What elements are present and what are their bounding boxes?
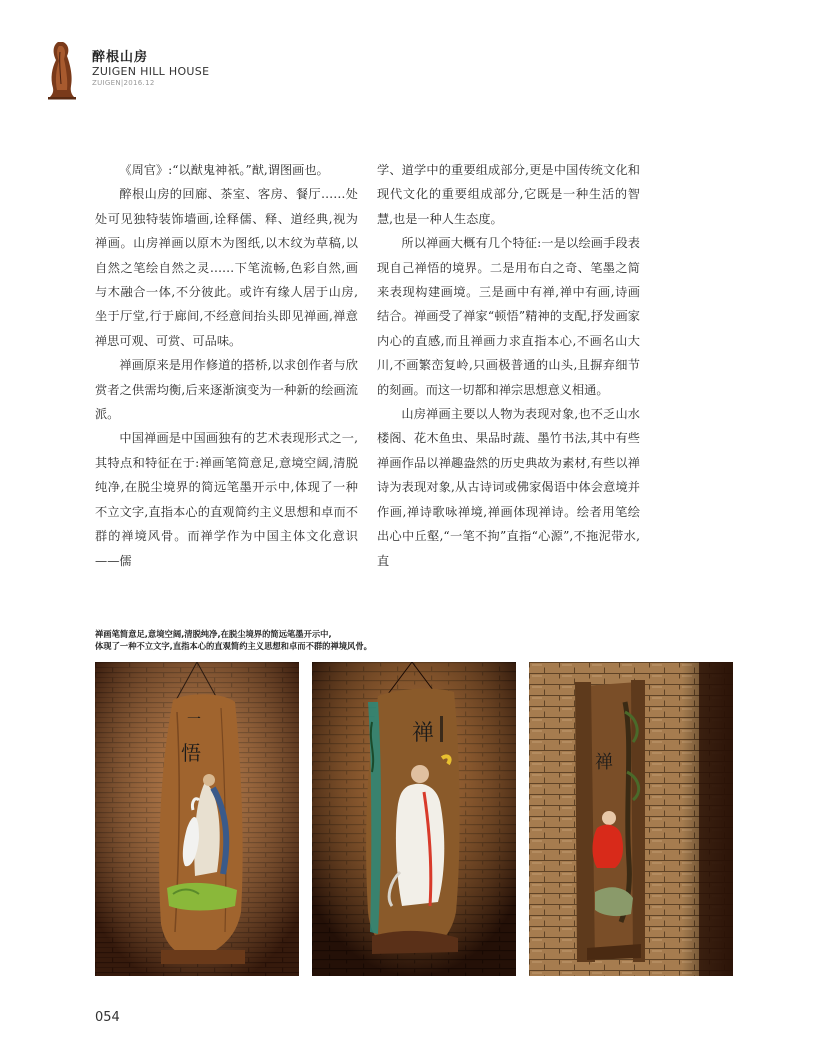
photo-monk-in-red-under-tree [529, 662, 733, 976]
paragraph: 醉根山房的回廊、茶室、客房、餐厅……处处可见独特装饰墙画,诠释儒、释、道经典,视为禅画。山房禅画以原木为图纸,以木纹为草稿,以自然之笔绘自然之灵……下笔流畅,色彩自然,画与木融合一体,不分彼此。或许有缘人居于山房,坐于厅堂,行于廊间,不经意间抬头即见禅画,禅意禅思可观、可赏、可品味。 [95, 187, 358, 348]
paragraph: 中国禅画是中国画独有的艺术表现形式之一,其特点和特征在于:禅画笔简意足,意境空阔,清脱纯净,在脱尘境界的简远笔墨开示中,体现了一种不立文字,直指本心的直观简约主义思想和卓而不群的禅境风骨。而禅学作为中国主体文化意识——儒 [95, 431, 358, 568]
paragraph: 《周官》:“以猷鬼神祇。”猷,谓图画也。 [119, 163, 329, 177]
paragraph: 学、道学中的重要组成部分,更是中国传统文化和现代文化的重要组成部分,它既是一种生活的智慧,也是一种人生态度。 [377, 163, 640, 226]
paragraph: 山房禅画主要以人物为表现对象,也不乏山水楼阁、花木鱼虫、果品时蔬、墨竹书法,其中有些禅画作品以禅趣盎然的历史典故为素材,有些以禅诗为表现对象,从古诗词或佛家偈语中体会意境并作画,禅诗歌咏禅境,禅画体现禅诗。绘者用笔绘出心中丘壑,“一笔不拘”直指“心源”,不拖泥带水,直 [377, 407, 640, 568]
page-number: 054 [95, 1010, 120, 1025]
caption-line: 体现了一种不立文字,直指本心的直观简约主义思想和卓而不群的禅境风骨。 [95, 641, 372, 651]
logo-icon [46, 40, 78, 100]
brand-block [92, 50, 209, 88]
article-left-column [95, 158, 358, 573]
paragraph: 所以禅画大概有几个特征:一是以绘画手段表现自己禅悟的境界。二是用布白之奇、笔墨之简来表现构建画境。三是画中有禅,禅中有画,诗画结合。禅画受了禅家“顿悟”精神的支配,抒发画家内心的直感,而且禅画力求直指本心,不画名山大川,不画繁峦复岭,只画极普通的山头,且摒弃细节的刻画。而这一切都和禅宗思想意义相通。 [377, 236, 640, 397]
photo-sage-with-crane [95, 662, 299, 976]
photo-monk-in-white-robe [312, 662, 516, 976]
article-right-column [377, 158, 640, 573]
brand-title-en: ZUIGEN HILL HOUSE [92, 65, 210, 78]
svg-text:悟: 悟 [181, 741, 201, 765]
svg-text:一: 一 [187, 712, 201, 728]
issue-code: ZUIGEN|2016.12 [92, 79, 155, 87]
caption-line: 禅画笔简意足,意境空阔,清脱纯净,在脱尘境界的简远笔墨开示中, [95, 629, 332, 639]
svg-text:禅: 禅 [595, 752, 613, 773]
svg-text:禅: 禅 [412, 721, 435, 746]
paragraph: 禅画原来是用作修道的搭桥,以求创作者与欣赏者之供需均衡,后来逐渐演变为一种新的绘画流派。 [95, 358, 358, 422]
brand-title-cn: 醉根山房 [92, 50, 149, 65]
photo-caption [95, 628, 735, 652]
